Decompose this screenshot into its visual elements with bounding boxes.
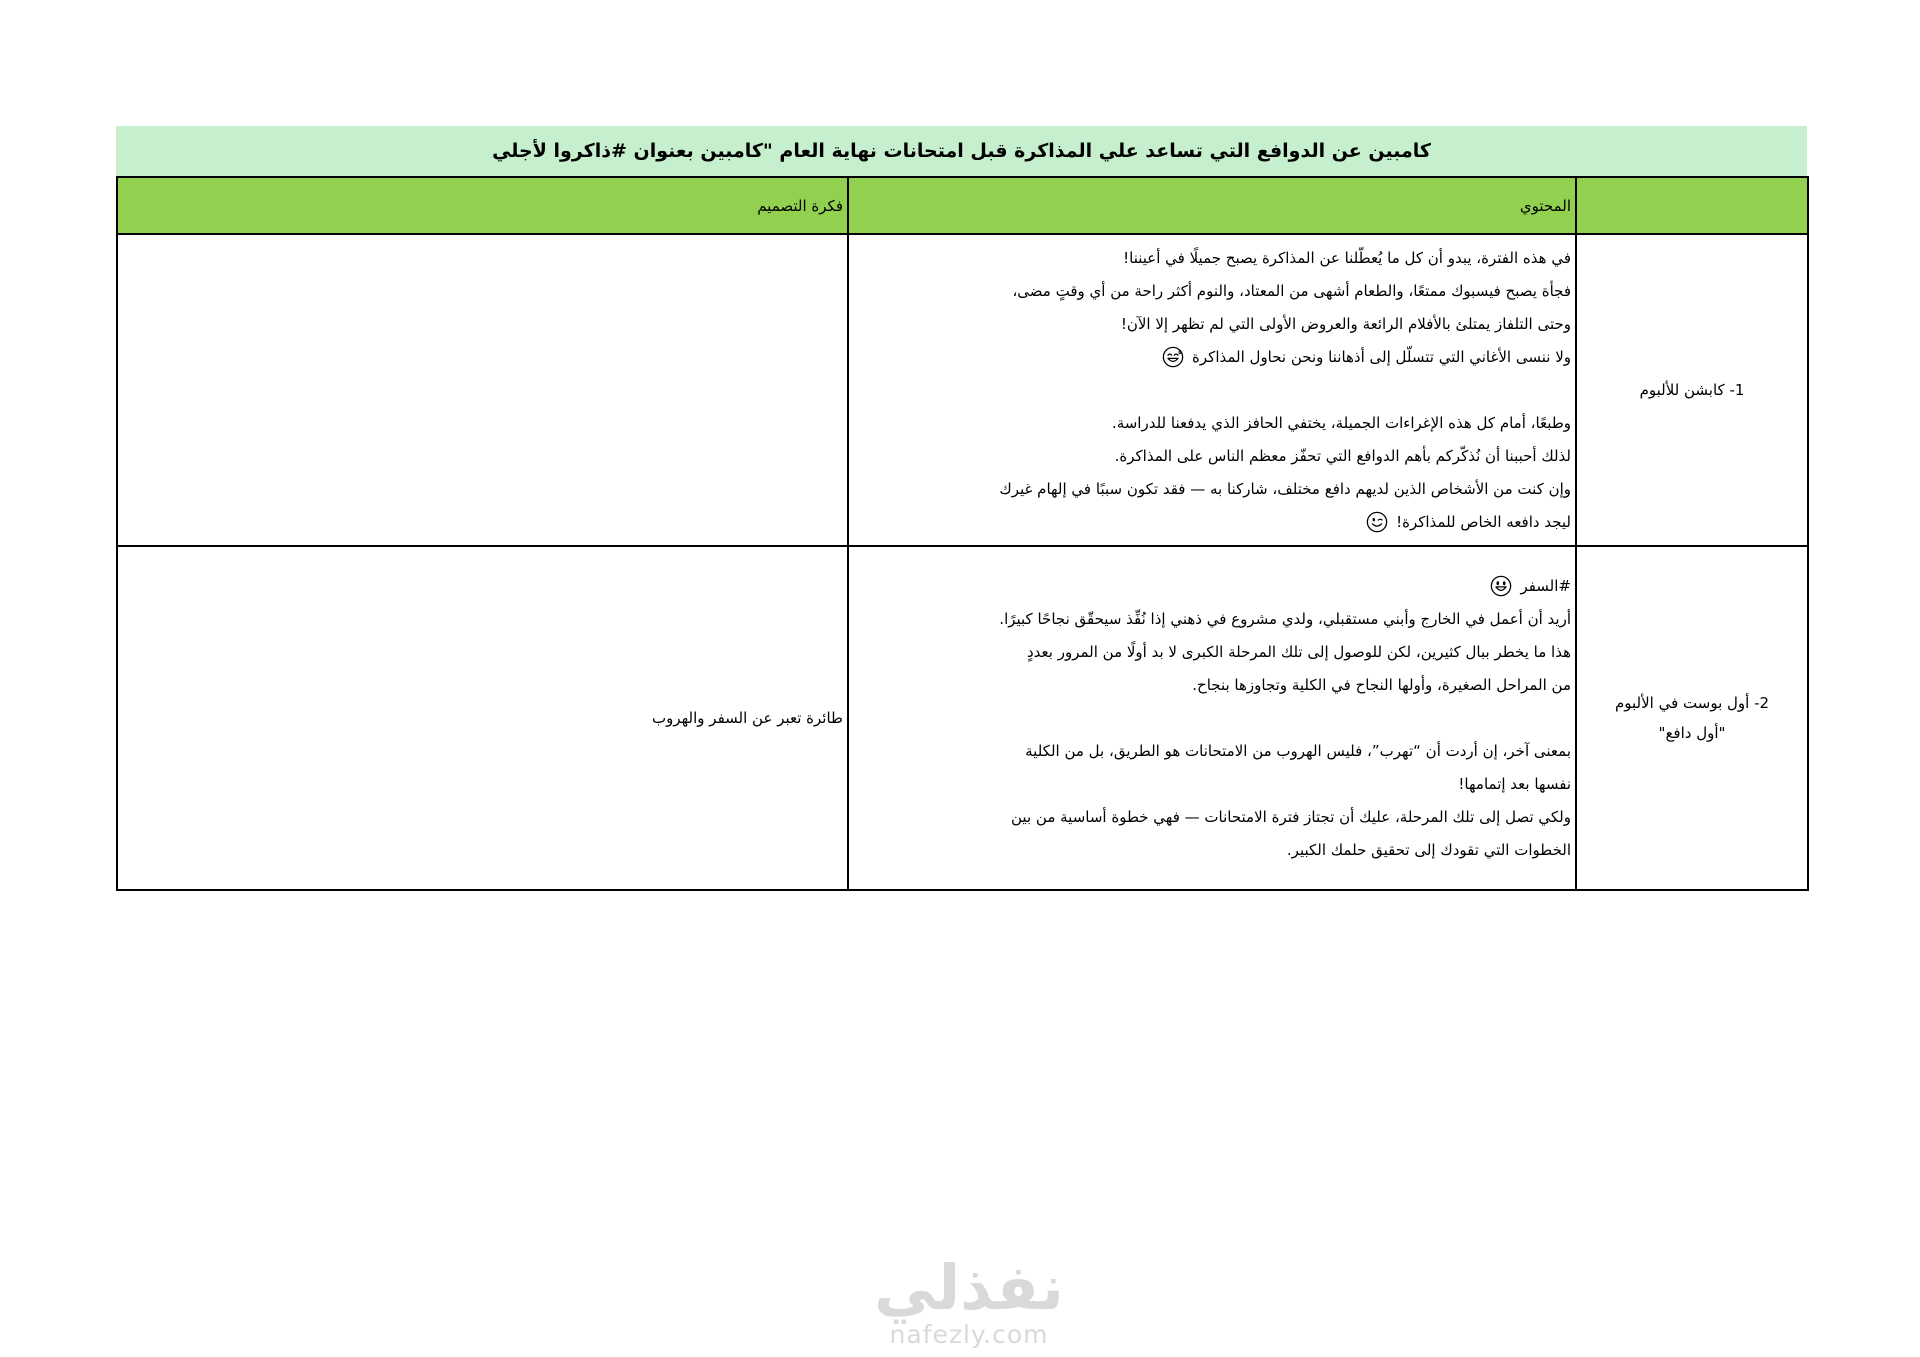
content-line-text: فجأة يصبح فيسبوك ممتعًا، والطعام أشهى من المعتاد، والنوم أكثر راحة من أي وقتٍ مضى،: [1012, 281, 1571, 300]
content-line-text: بمعنى آخر، إن أردت أن “تهرب”، فليس الهروب من الامتحانات هو الطريق، بل من الكلية: [1025, 741, 1571, 760]
content-line: [853, 636, 1571, 669]
content-line-text: ليجد دافعه الخاص للمذاكرة!: [1396, 512, 1571, 531]
watermark-logo-latin: nafezly.com: [889, 1320, 1049, 1349]
content-paragraph: [853, 735, 1571, 867]
content-line-text: وحتى التلفاز يمتلئ بالأفلام الرائعة والعروض الأولى التي لم تظهر إلا الآن!: [1120, 314, 1571, 333]
content-line: [853, 801, 1571, 834]
content-line-text: وإن كنت من الأشخاص الذين لديهم دافع مختلف، شاركنا به — فقد تكون سببًا في إلهام غيرك: [999, 479, 1571, 498]
content-line: [853, 308, 1571, 341]
content-line: [853, 570, 1571, 603]
content-line-text: نفسها بعد إتمامها!: [1458, 774, 1571, 793]
sheet-title: [116, 126, 1807, 176]
content-line: [853, 669, 1571, 702]
row-content-cell: [848, 234, 1576, 546]
content-line: [853, 768, 1571, 801]
content-line-text: الخطوات التي تقودك إلى تحقيق حلمك الكبير.: [1286, 840, 1571, 859]
content-paragraph: [853, 407, 1571, 539]
content-line: [853, 735, 1571, 768]
header-label-cell: [1576, 177, 1808, 234]
content-line: [853, 473, 1571, 506]
header-row: [117, 177, 1808, 234]
content-line: [853, 407, 1571, 440]
content-line-text: أريد أن أعمل في الخارج وأبني مستقبلي، ولدي مشروع في ذهني إذا نُفِّذ سيحقّق نجاحًا كبيرًا.: [999, 609, 1571, 628]
content-line-text: ولكي تصل إلى تلك المرحلة، عليك أن تجتاز فترة الامتحانات — فهي خطوة أساسية من بين: [1011, 807, 1571, 826]
content-line-text: وطبعًا، أمام كل هذه الإغراءات الجميلة، يختفي الحافز الذي يدفعنا للدراسة.: [1111, 413, 1571, 432]
content-line: [853, 603, 1571, 636]
campaign-sheet: [116, 126, 1807, 891]
content-line-text: #السفر: [1520, 576, 1571, 595]
row-label: 1- كابشن للألبوم: [1639, 381, 1745, 399]
row-label-subtitle: "أول دافع": [1658, 724, 1726, 742]
row-label: 2- أول بوست في الألبوم: [1614, 694, 1770, 712]
table-row: [117, 546, 1808, 890]
content-line-text: هذا ما يخطر ببال كثيرين، لكن للوصول إلى تلك المرحلة الكبرى لا بد أولًا من المرور بعددٍ: [1026, 642, 1571, 661]
table-row: [117, 234, 1808, 546]
content-line-text: ولا ننسى الأغاني التي تتسلّل إلى أذهاننا ونحن نحاول المذاكرة: [1192, 347, 1571, 366]
row-label-cell: [1576, 546, 1808, 890]
content-line: [853, 440, 1571, 473]
winking-face-icon: [1366, 511, 1388, 533]
content-line: [853, 834, 1571, 867]
sheet-title-text: كامبين عن الدوافع التي تساعد علي المذاكرة قبل امتحانات نهاية العام "كامبين بعنوان #ذاكروا لأجلي: [492, 140, 1431, 162]
content-line: [853, 275, 1571, 308]
row-content-cell: [848, 546, 1576, 890]
content-line: [853, 506, 1571, 539]
content-line: [853, 341, 1571, 374]
header-design-cell: فكرة التصميم: [117, 177, 848, 234]
content-line-text: في هذه الفترة، يبدو أن كل ما يُعطّلنا عن المذاكرة يصبح جميلًا في أعيننا!: [1123, 248, 1571, 267]
watermark-logo-arabic: نفذلي: [874, 1251, 1064, 1324]
row-label-cell: [1576, 234, 1808, 546]
content-line-text: من المراحل الصغيرة، وأولها النجاح في الكلية وتجاوزها بنجاح.: [1192, 675, 1571, 694]
content-paragraph: [853, 570, 1571, 702]
content-paragraph: [853, 242, 1571, 374]
header-content-cell: المحتوي: [848, 177, 1576, 234]
row-design-cell: [117, 234, 848, 546]
campaign-table: [116, 176, 1809, 891]
row-design-cell: [117, 546, 848, 890]
grinning-face-icon: [1490, 575, 1512, 597]
grinning-face-with-sweat-icon: [1162, 346, 1184, 368]
content-line-text: لذلك أحببنا أن نُذكّركم بأهم الدوافع التي تحفّز معظم الناس على المذاكرة.: [1114, 446, 1571, 465]
row-design-text: طائرة تعبر عن السفر والهروب: [652, 708, 843, 727]
content-line: [853, 242, 1571, 275]
